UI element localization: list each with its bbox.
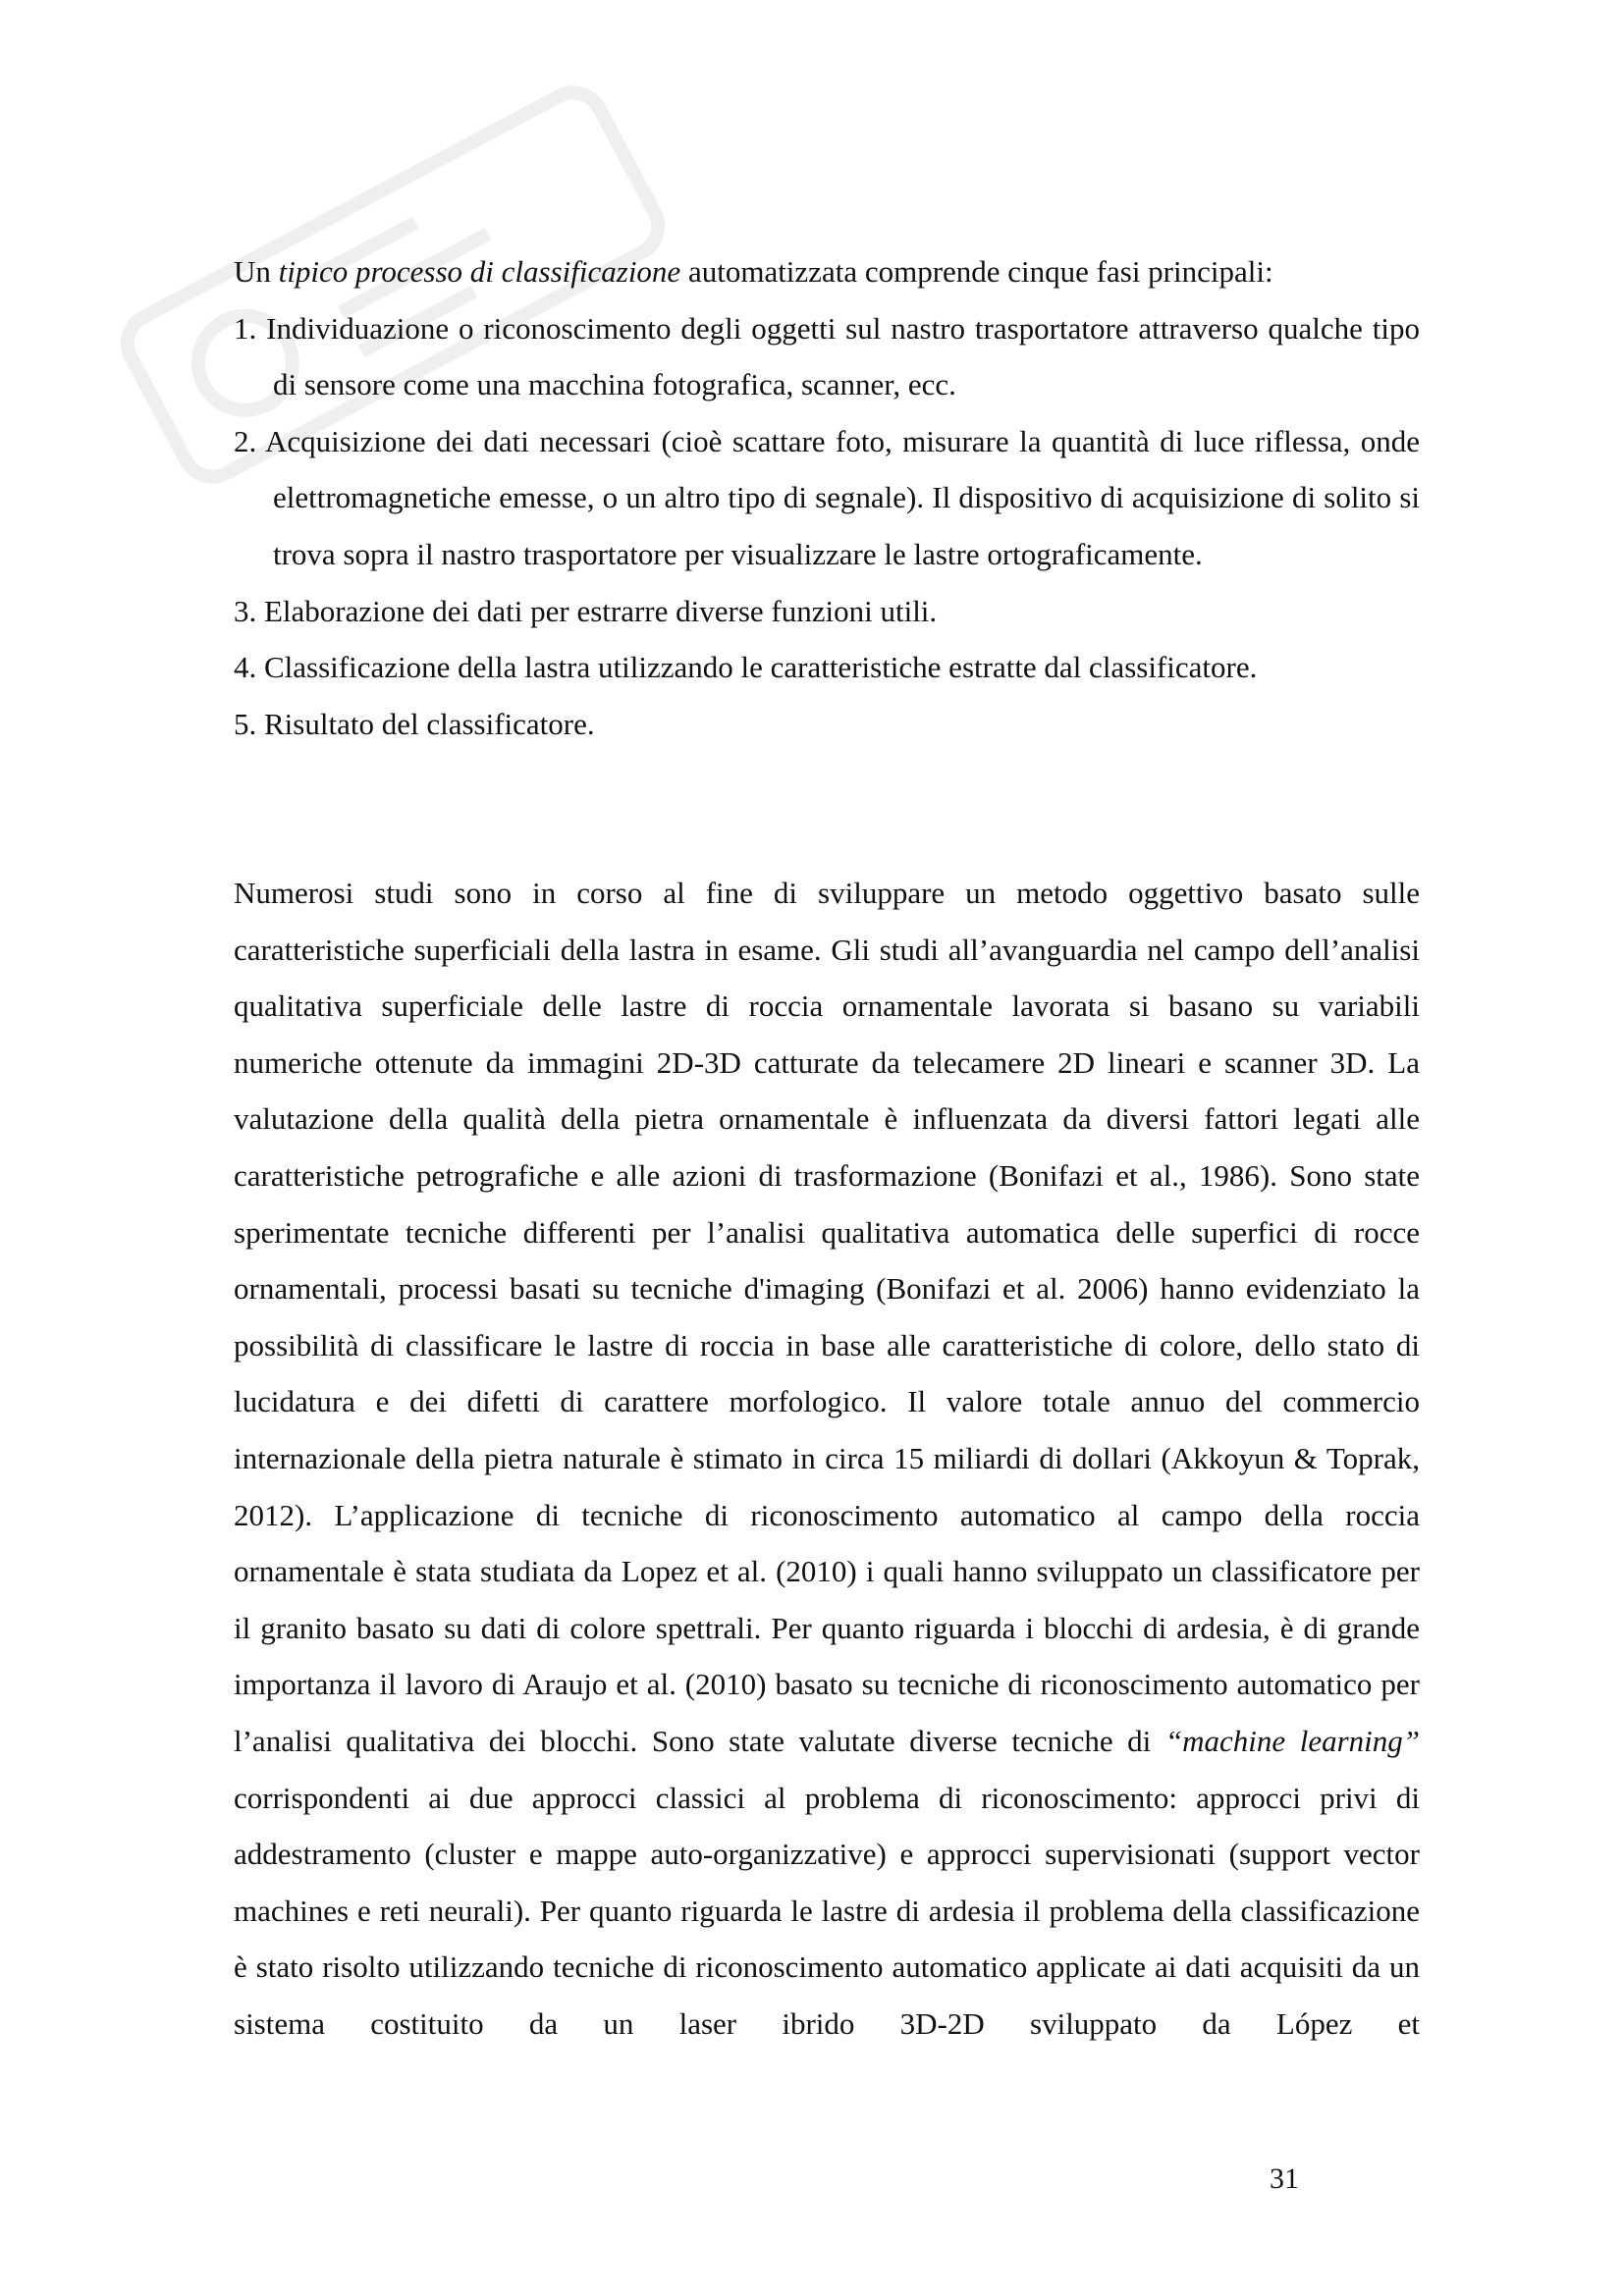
process-steps-list bbox=[234, 300, 1420, 753]
list-item-number: 2. bbox=[234, 423, 257, 458]
body-paragraph bbox=[234, 865, 1420, 2052]
list-item-number: 1. bbox=[234, 310, 257, 346]
list-item-text: Individuazione o riconoscimento degli oggetti sul nastro trasportatore attraverso qualche tipo di sensore come una macchina fotografica, scanner, ecc. bbox=[266, 310, 1421, 402]
paragraph-text-part1: Numerosi studi sono in corso al fine di sviluppare un metodo oggettivo basato sulle caratteristiche superficiali della lastra in esame. Gli studi all’avanguardia nel campo dell’analisi qualitativa superficiale delle lastre di roccia ornamentale lavorata si basano su variabili numeriche ottenute da immagini 2D-3D catturate da telecamere 2D lineari e scanner 3D. La valutazione della qualità della pietra ornamentale è influenzata da diversi fattori legati alle caratteristiche petrografiche e alle azioni di trasformazione (Bonifazi et al., 1986). Sono state sperimentate tecniche differenti per l’analisi qualitativa automatica delle superfici di rocce ornamentali, processi basati su tecniche d'imaging (Bonifazi et al. 2006) hanno evidenziato la possibilità di classificare le lastre di roccia in base alle caratteristiche di colore, dello stato di lucidatura e dei difetti di carattere morfologico. Il valore totale annuo del commercio internazionale della pietra naturale è stimato in circa 15 miliardi di dollari (Akkoyun & Toprak, 2012). L’applicazione di tecniche di riconoscimento automatico al campo della roccia ornamentale è stata studiata da Lopez et al. (2010) i quali hanno sviluppato un classificatore per il granito basato su dati di colore spettrali. Per quanto riguarda i blocchi di ardesia, è di grande importanza il lavoro di Araujo et al. (2010) basato su tecniche di riconoscimento automatico per l’analisi qualitativa dei blocchi. Sono state valutate diverse tecniche di bbox=[234, 876, 1420, 1758]
list-item-text: Acquisizione dei dati necessari (cioè scattare foto, misurare la quantità di luce riflessa, onde elettromagnetiche emesse, o un altro tipo di segnale). Il dispositivo di acquisizione di solito si trova sopra il nastro trasportatore per visualizzare le lastre ortograficamente. bbox=[265, 423, 1420, 571]
list-item-text: Classificazione della lastra utilizzando le caratteristiche estratte dal classificatore. bbox=[264, 650, 1258, 685]
page-number: 31 bbox=[1270, 2163, 1299, 2195]
list-item-text: Elaborazione dei dati per estrarre diverse funzioni utili. bbox=[264, 593, 938, 628]
list-item bbox=[234, 696, 1420, 753]
list-item bbox=[234, 413, 1420, 583]
list-item bbox=[234, 583, 1420, 640]
intro-before: Un bbox=[234, 254, 279, 289]
list-item-number: 5. bbox=[234, 706, 257, 741]
list-item-text: Risultato del classificatore. bbox=[264, 706, 595, 741]
intro-emphasis: tipico processo di classificazione bbox=[278, 254, 681, 289]
paragraph-text-part2: corrispondenti ai due approcci classici al problema di riconoscimento: approcci privi di addestramento (cluster e mappe auto-organizzative) e approcci supervisionati (support vector machines e reti neurali). Per quanto riguarda le lastre di ardesia il problema della classificazione è stato risolto utilizzando tecniche di riconoscimento automatico applicate ai dati acquisiti da un sistema costituito da un laser ibrido 3D-2D sviluppato da López et bbox=[234, 1780, 1420, 2041]
list-item bbox=[234, 639, 1420, 696]
intro-after: automatizzata comprende cinque fasi principali: bbox=[680, 254, 1273, 289]
intro-line bbox=[234, 243, 1420, 300]
list-item bbox=[234, 300, 1420, 413]
paragraph-emphasis: “machine learning” bbox=[1164, 1723, 1420, 1758]
list-item-number: 3. bbox=[234, 593, 257, 628]
list-item-number: 4. bbox=[234, 650, 257, 685]
